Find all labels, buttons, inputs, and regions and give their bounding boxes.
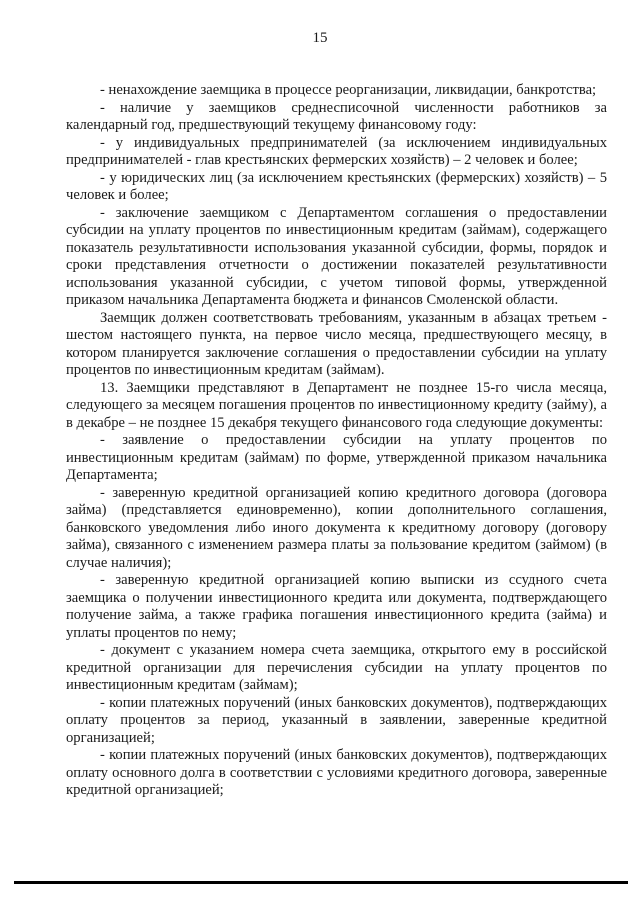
paragraph-legal-entities: - у юридических лиц (за исключением крестьянских (фермерских) хозяйств) – 5 человек и более; bbox=[66, 169, 607, 203]
paragraph-account-number: - документ с указанием номера счета заемщика, открытого ему в российской кредитной организации для перечисления субсидии на уплату процентов по инвестиционным кредитам (займам); bbox=[66, 642, 607, 693]
paragraph-application: - заявление о предоставлении субсидии на уплату процентов по инвестиционным кредитам (займам) по форме, утвержденной приказом начальника Департамента; bbox=[66, 432, 607, 483]
paragraph-no-reorganization: - ненахождение заемщика в процессе реорганизации, ликвидации, банкротства; bbox=[100, 82, 597, 98]
document-body bbox=[66, 82, 607, 800]
paragraph-interest-payments: - копии платежных поручений (иных банковских документов), подтверждающих оплату процентов за период, указанный в заявлении, заверенные кредитной организацией; bbox=[66, 694, 607, 746]
paragraph-section-13: 13. Заемщики представляют в Департамент не позднее 15-го числа месяца, следующего за месяцем погашения процентов по инвестиционному кредиту (займу), а в декабре – не позднее 15 декабря текущего финансового года следующие документы: bbox=[66, 379, 607, 431]
page-number: 15 bbox=[312, 30, 328, 46]
paragraph-borrower-requirements: Заемщик должен соответствовать требованиям, указанным в абзацах третьем - шестом настоящего пункта, на первое число месяца, предшествующего месяцу, в котором планируется заключение соглашения о предоставлении субсидии на уплату процентов по инвестиционным кредитам (займам). bbox=[66, 309, 607, 378]
paragraph-principal-payments: - копии платежных поручений (иных банковских документов), подтверждающих оплату основного долга в соответствии с условиями кредитного договора, заверенные кредитной организацией; bbox=[66, 747, 607, 798]
paragraph-headcount: - наличие у заемщиков среднесписочной численности работников за календарный год, предшествующий текущему финансовому году: bbox=[66, 99, 607, 133]
paragraph-account-statement: - заверенную кредитной организацией копию выписки из ссудного счета заемщика о получении инвестиционного кредита или документа, подтверждающего получение займа, а также графика погашения инвестиционного кредита (займа) и уплаты процентов по нему; bbox=[66, 572, 607, 641]
paragraph-loan-agreement-copy: - заверенную кредитной организацией копию кредитного договора (договора займа) (представляется единовременно), копии дополнительного соглашения, банковского уведомления либо иного документа к кредитному договору (договору займа), связанного с изменением размера платы за пользование кредитом (займом) (в случае наличия); bbox=[66, 484, 607, 571]
bottom-rule bbox=[14, 881, 628, 884]
paragraph-individual-entrepreneurs: - у индивидуальных предпринимателей (за исключением индивидуальных предпринимателей - глав крестьянских фермерских хозяйств) – 2 человек и более; bbox=[66, 134, 607, 168]
paragraph-agreement: - заключение заемщиком с Департаментом соглашения о предоставлении субсидии на уплату процентов по инвестиционным кредитам (займам), содержащего показатель результативности использования указанной субсидии, формы, порядок и сроки представления отчетности о достижении показателей результативности использования указанной субсидии, с учетом типовой формы, утвержденной приказом начальника Департамента бюджета и финансов Смоленской области. bbox=[66, 204, 607, 308]
